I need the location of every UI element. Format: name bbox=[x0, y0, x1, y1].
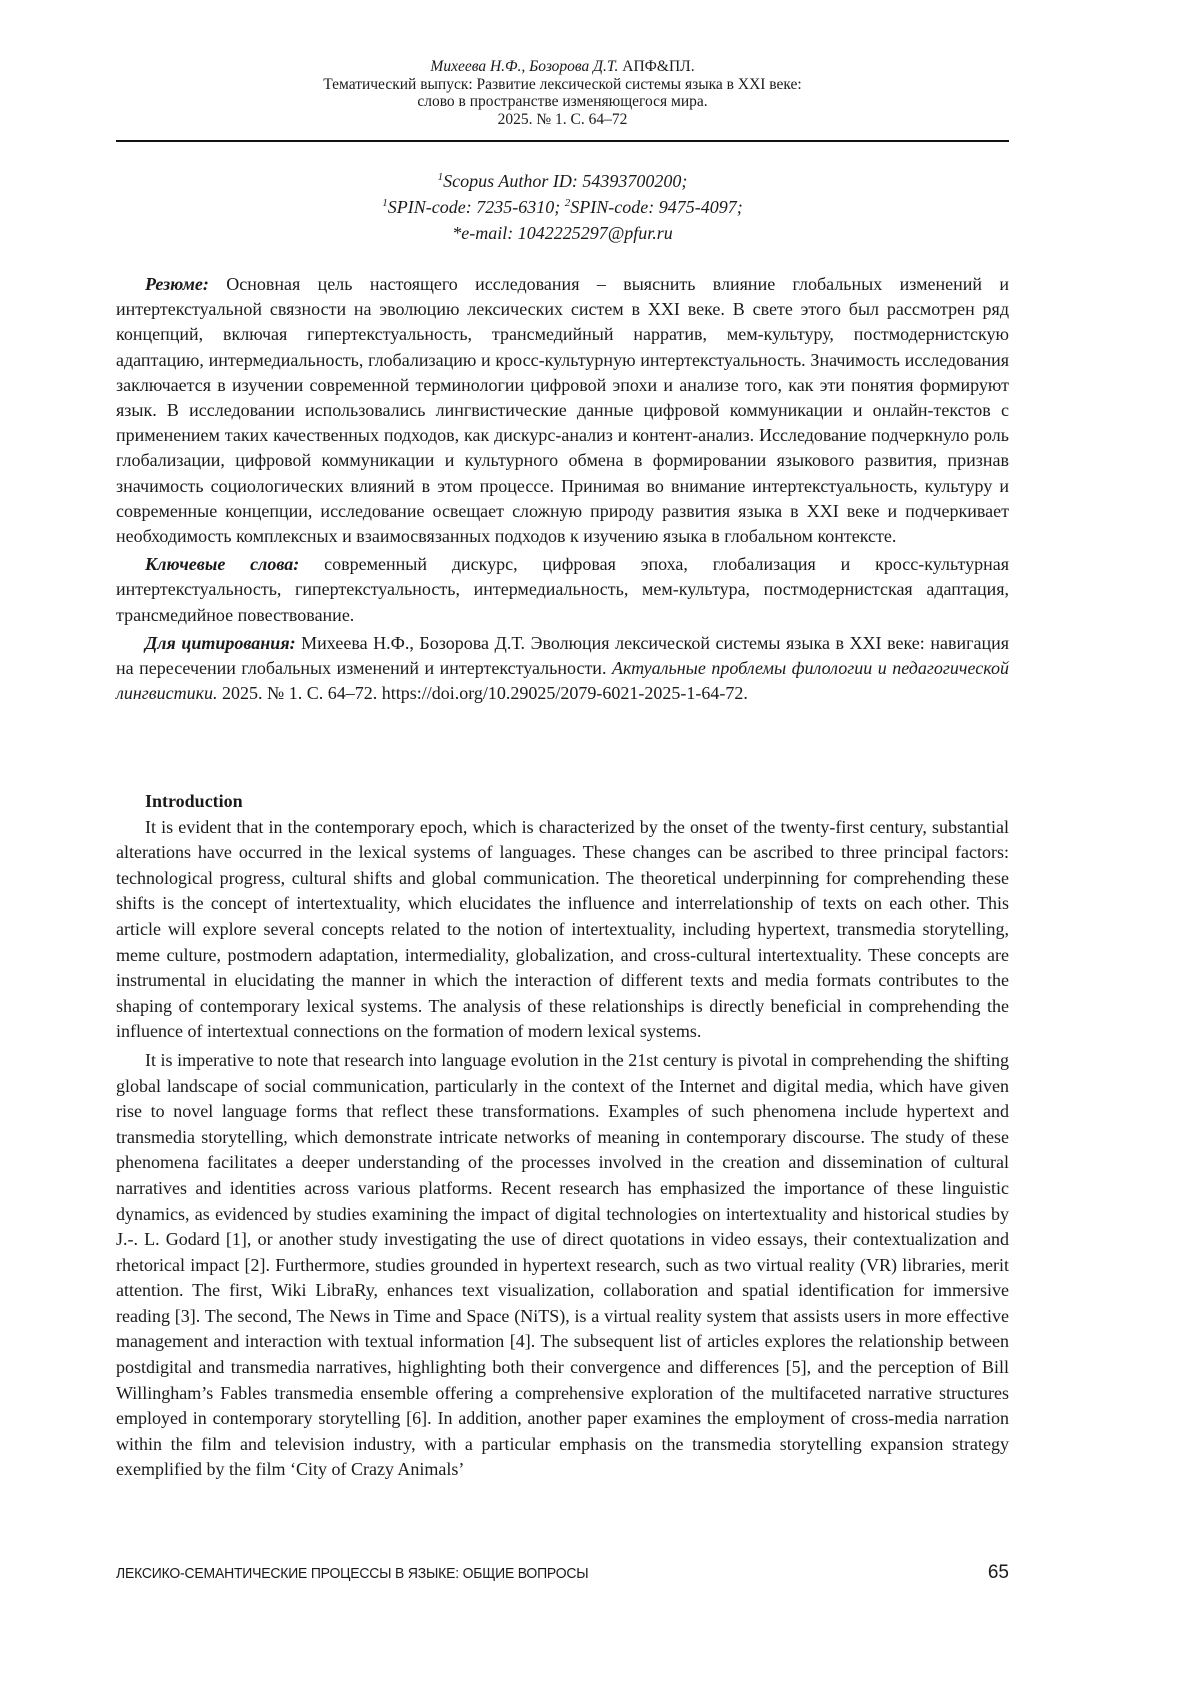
keywords-label: Ключевые слова: bbox=[145, 554, 300, 575]
citation-text: Михеева Н.Ф., Бозорова Д.Т. Эволюция лексической системы языка в XXI веке: навигация на пересечении глобальных изменений и интертекстуальности. bbox=[116, 632, 1010, 679]
body-paragraph-1: It is evident that in the contemporary epoch, which is characterized by the onset of the twenty-first century, substantial alterations have occurred in the lexical systems of languages. These changes can be ascribed to three principal factors: technological progress, cultural shifts and global communication. The theoretical underpinning for comprehending these shifts is the concept of intertextuality, which elucidates the influence and interrelationship of texts on each other. This article will explore several concepts related to the notion of intertextuality, including hypertext, transmedia storytelling, meme culture, postmodern adaptation, intermediality, globalization, and cross-cultural intertextuality. These concepts are instrumental in elucidating the manner in which the interaction of different texts and media formats contributes to the shaping of contemporary lexical systems. The analysis of these relationships is directly beneficial in comprehending the influence of intertextual connections on the formation of modern lexical systems. bbox=[116, 816, 1009, 1042]
spin1-affil-mark: 1 bbox=[382, 197, 388, 209]
scopus-id-line bbox=[116, 168, 1009, 194]
running-head-authors: Михеева Н.Ф., Бозорова Д.Т. bbox=[430, 58, 619, 75]
spin-code-1: SPIN-code: 7235-6310; bbox=[387, 197, 565, 217]
citation-journal: Актуальные проблемы филологии и педагогической лингвистики. bbox=[116, 658, 1009, 704]
footer-section-title: ЛЕКСИКО-СЕМАНТИЧЕСКИЕ ПРОЦЕССЫ В ЯЗЫКЕ: ОБЩИЕ ВОПРОСЫ bbox=[116, 1565, 589, 1582]
summary-text: Основная цель настоящего исследования – выяснить влияние глобальных изменений и интертекстуальной связности на эволюцию лексических систем в XXI веке. В свете этого был рассмотрен ряд концепций, включая гипертекстуальность, трансмедийный нарратив, мем-культуру, постмодернистскую адаптацию, интермедиальность, глобализацию и кросс-культурную интертекстуальность. Значимость исследования заключается в изучении современной терминологии цифровой эпохи и анализе того, как эти понятия формируют язык. В исследовании использовались лингвистические данные цифровой коммуникации и онлайн-текстов с применением таких качественных подходов, как дискурс-анализ и контент-анализ. Исследование подчеркнуло роль глобализации, цифровой коммуникации и культурного обмена в формировании языкового развития, признав значимость социологических влияний в этом процессе. Принимая во внимание интертекстуальность, культуру и современные концепции, исследование освещает сложную природу развития языка в XXI веке и подчеркивает необходимость комплексных и взаимосвязанных подходов к изучению языка в глобальном контексте. bbox=[116, 274, 1009, 547]
keywords-text: современный дискурс, цифровая эпоха, глобализация и кросс-культурная интертекстуальность, гипертекстуальность, интермедиальность, мем-культура, постмодернистская адаптация, трансмедийное повествование. bbox=[116, 554, 1009, 625]
scopus-id: Scopus Author ID: 54393700200; bbox=[443, 171, 688, 191]
running-head-journal-abbr: АПФ&ПЛ. bbox=[622, 58, 695, 75]
author-email: *e-mail: 1042225297@pfur.ru bbox=[452, 223, 673, 243]
running-head-authors-line bbox=[116, 58, 1009, 76]
author-identifiers bbox=[116, 168, 1009, 246]
citation-tail: 2025. № 1. С. 64–72. https://doi.org/10.29025/2079-6021-2025-1-64-72. bbox=[217, 683, 748, 704]
running-head-issue-2: слово в пространстве изменяющегося мира. bbox=[417, 93, 708, 110]
spin-code-2: SPIN-code: 9475-4097; bbox=[570, 197, 743, 217]
header-divider bbox=[116, 140, 1009, 142]
summary-label: Резюме: bbox=[145, 274, 209, 294]
page-number: 65 bbox=[987, 1562, 1009, 1583]
abstract-citation bbox=[116, 631, 1009, 707]
abstract-summary bbox=[116, 272, 1009, 549]
abstract-keywords bbox=[116, 552, 1009, 628]
article-body bbox=[116, 789, 1009, 1486]
section-heading-introduction: Introduction bbox=[145, 791, 243, 811]
spin-code-line bbox=[116, 194, 1009, 220]
page-footer bbox=[116, 1562, 1009, 1584]
running-head-citation: 2025. № 1. С. 64–72 bbox=[497, 110, 628, 128]
scopus-affil-mark: 1 bbox=[437, 171, 444, 183]
citation-label: Для цитирования: bbox=[145, 632, 296, 653]
body-paragraph-2: It is imperative to note that research into language evolution in the 21st century is pivotal in comprehending the shifting global landscape of social communication, particularly in the context of the Internet and digital media, which have given rise to novel language forms that reflect these transformations. Examples of such phenomena include hypertext and transmedia storytelling, which demonstrate intricate networks of meaning in contemporary discourse. The study of these phenomena facilitates a deeper understanding of the processes involved in the creation and dissemination of cultural narratives and identities across various platforms. Recent research has emphasized the importance of these linguistic dynamics, as evidenced by studies examining the impact of digital technologies on intertextuality and historical studies by J.-. L. Godard [1], or another study investigating the use of direct quotations in video essays, their contextualization and rhetorical impact [2]. Furthermore, studies grounded in hypertext research, such as two virtual reality (VR) libraries, merit attention. The first, Wiki LibraRy, enhances text visualization, collaboration and spatial identification for immersive reading [3]. The second, The News in Time and Space (NiTS), is a virtual reality system that assists users in more effective management and interaction with textual information [4]. The subsequent list of articles explores the relationship between postdigital and transmedia narratives, highlighting both their convergence and differences [5], and the perception of Bill Willingham’s Fables transmedia ensemble offering a comprehensive exploration of the multifaceted narrative structures employed in contemporary storytelling [6]. In addition, another paper examines the employment of cross-media narration within the film and television industry, with a particular emphasis on the transmedia storytelling expansion strategy exemplified by the film ‘City of Crazy Animals’ bbox=[116, 1049, 1009, 1480]
running-head bbox=[116, 58, 1009, 128]
abstract bbox=[116, 272, 1009, 709]
running-head-issue: Тематический выпуск: Развитие лексической системы языка в XXI веке: bbox=[323, 75, 802, 93]
spin2-affil-mark: 2 bbox=[564, 197, 571, 209]
